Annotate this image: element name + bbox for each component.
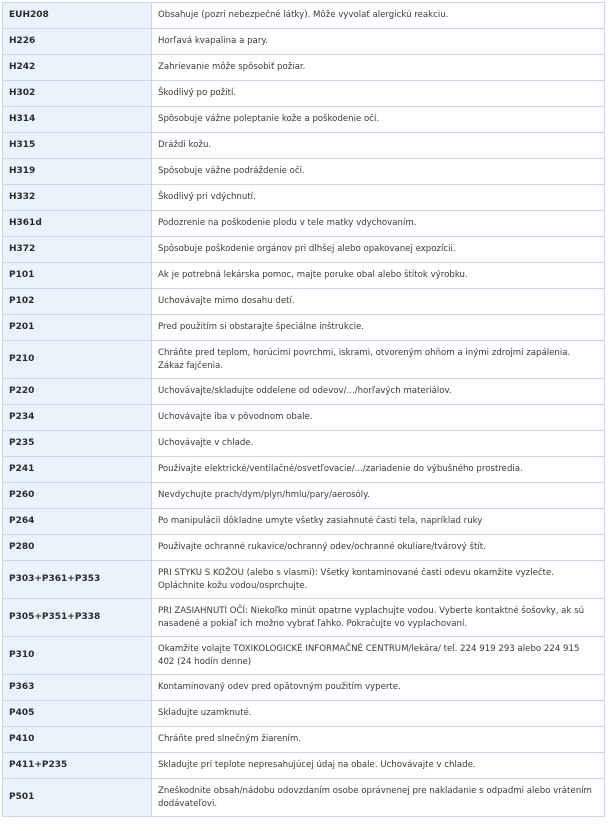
table-row [3, 341, 605, 379]
table-row [3, 29, 605, 55]
table-row [3, 55, 605, 81]
statement-text: Pred použitím si obstarajte špeciálne inštrukcie. [152, 315, 605, 341]
table-row [3, 237, 605, 263]
table-row [3, 727, 605, 753]
statement-code: P310 [3, 637, 152, 675]
statement-code: P102 [3, 289, 152, 315]
statement-code: EUH208 [3, 3, 152, 29]
hazard-statements-body [3, 3, 605, 817]
table-row [3, 431, 605, 457]
statement-code: P220 [3, 379, 152, 405]
statement-text: Dráždi kožu. [152, 133, 605, 159]
statement-code: P210 [3, 341, 152, 379]
hazard-statements-container [2, 2, 605, 817]
table-row [3, 263, 605, 289]
statement-text: Zahrievanie môže spôsobiť požiar. [152, 55, 605, 81]
table-row [3, 379, 605, 405]
statement-code: P410 [3, 727, 152, 753]
statement-code: P501 [3, 779, 152, 817]
table-row [3, 701, 605, 727]
statement-text: Horľavá kvapalina a pary. [152, 29, 605, 55]
statement-code: P411+P235 [3, 753, 152, 779]
statement-code: P280 [3, 535, 152, 561]
statement-code: P101 [3, 263, 152, 289]
statement-text: Spôsobuje poškodenie orgánov pri dlhšej alebo opakovanej expozícii. [152, 237, 605, 263]
table-row [3, 81, 605, 107]
statement-text: Skladujte uzamknuté. [152, 701, 605, 727]
statement-code: P235 [3, 431, 152, 457]
table-row [3, 535, 605, 561]
table-row [3, 561, 605, 599]
statement-code: H361d [3, 211, 152, 237]
table-row [3, 483, 605, 509]
statement-text: Chráňte pred teplom, horúcimi povrchmi, iskrami, otvoreným ohňom a inými zdrojmi zapálenia. Zákaz fajčenia. [152, 341, 605, 379]
statement-code: P305+P351+P338 [3, 599, 152, 637]
statement-text: Používajte elektrické/ventilačné/osvetľovacie/.../zariadenie do výbušného prostredia. [152, 457, 605, 483]
statement-code: P241 [3, 457, 152, 483]
statement-code: P363 [3, 675, 152, 701]
statement-text: Podozrenie na poškodenie plodu v tele matky vdychovaním. [152, 211, 605, 237]
statement-code: H302 [3, 81, 152, 107]
statement-code: H314 [3, 107, 152, 133]
statement-text: Nevdychujte prach/dym/plyn/hmlu/pary/aerosóly. [152, 483, 605, 509]
statement-text: Po manipulácii dôkladne umyte všetky zasiahnuté časti tela, napríklad ruky [152, 509, 605, 535]
statement-text: Chráňte pred slnečným žiarením. [152, 727, 605, 753]
statement-text: Uchovávajte mimo dosahu detí. [152, 289, 605, 315]
statement-text: Uchovávajte/skladujte oddelene od odevov/.../horľavých materiálov. [152, 379, 605, 405]
table-row [3, 599, 605, 637]
table-row [3, 159, 605, 185]
table-row [3, 675, 605, 701]
table-row [3, 185, 605, 211]
hazard-statements-table [2, 2, 605, 817]
statement-text: Uchovávajte v chlade. [152, 431, 605, 457]
statement-text: PRI STYKU S KOŽOU (alebo s vlasmi): Všetky kontaminované časti odevu okamžite vyzlečte. Opláchnite kožu vodou/osprchujte. [152, 561, 605, 599]
table-row [3, 289, 605, 315]
statement-code: H226 [3, 29, 152, 55]
table-row [3, 779, 605, 817]
statement-code: P260 [3, 483, 152, 509]
statement-text: Spôsobuje vážne podráždenie očí. [152, 159, 605, 185]
statement-code: P405 [3, 701, 152, 727]
statement-text: PRI ZASIAHNUTÍ OČÍ: Niekoľko minút opatrne vyplachujte vodou. Vyberte kontaktné šošovky, ak sú nasadené a pokiaľ ich možno vybrať ľahko. Pokračujte vo vyplachovaní. [152, 599, 605, 637]
statement-text: Skladujte pri teplote nepresahujúcej údaj na obale. Uchovávajte v chlade. [152, 753, 605, 779]
statement-code: P234 [3, 405, 152, 431]
statement-text: Uchovávajte iba v pôvodnom obale. [152, 405, 605, 431]
table-row [3, 315, 605, 341]
table-row [3, 457, 605, 483]
statement-code: H319 [3, 159, 152, 185]
statement-text: Ak je potrebná lekárska pomoc, majte poruke obal alebo štítok výrobku. [152, 263, 605, 289]
statement-code: P303+P361+P353 [3, 561, 152, 599]
table-row [3, 133, 605, 159]
statement-text: Zneškodnite obsah/nádobu odovzdaním osobe oprávnenej pre nakladanie s odpadmi alebo vrátením dodávateľovi. [152, 779, 605, 817]
table-row [3, 211, 605, 237]
table-row [3, 405, 605, 431]
table-row [3, 107, 605, 133]
statement-text: Obsahuje (pozri nebezpečné látky). Môže vyvolať alergickú reakciu. [152, 3, 605, 29]
statement-text: Kontaminovaný odev pred opätovným použitím vyperte. [152, 675, 605, 701]
statement-text: Používajte ochranné rukavice/ochranný odev/ochranné okuliare/tvárový štít. [152, 535, 605, 561]
statement-code: H315 [3, 133, 152, 159]
statement-text: Škodlivý po požití. [152, 81, 605, 107]
statement-code: P201 [3, 315, 152, 341]
statement-text: Škodlivý pri vdýchnutí. [152, 185, 605, 211]
table-row [3, 3, 605, 29]
table-row [3, 753, 605, 779]
table-row [3, 509, 605, 535]
statement-code: H372 [3, 237, 152, 263]
statement-code: H242 [3, 55, 152, 81]
statement-text: Spôsobuje vážne poleptanie kože a poškodenie očí. [152, 107, 605, 133]
statement-code: P264 [3, 509, 152, 535]
statement-text: Okamžite volajte TOXIKOLOGICKÉ INFORMAČNÉ CENTRUM/lekára/ tel. 224 919 293 alebo 224 915 402 (24 hodín denne) [152, 637, 605, 675]
statement-code: H332 [3, 185, 152, 211]
table-row [3, 637, 605, 675]
